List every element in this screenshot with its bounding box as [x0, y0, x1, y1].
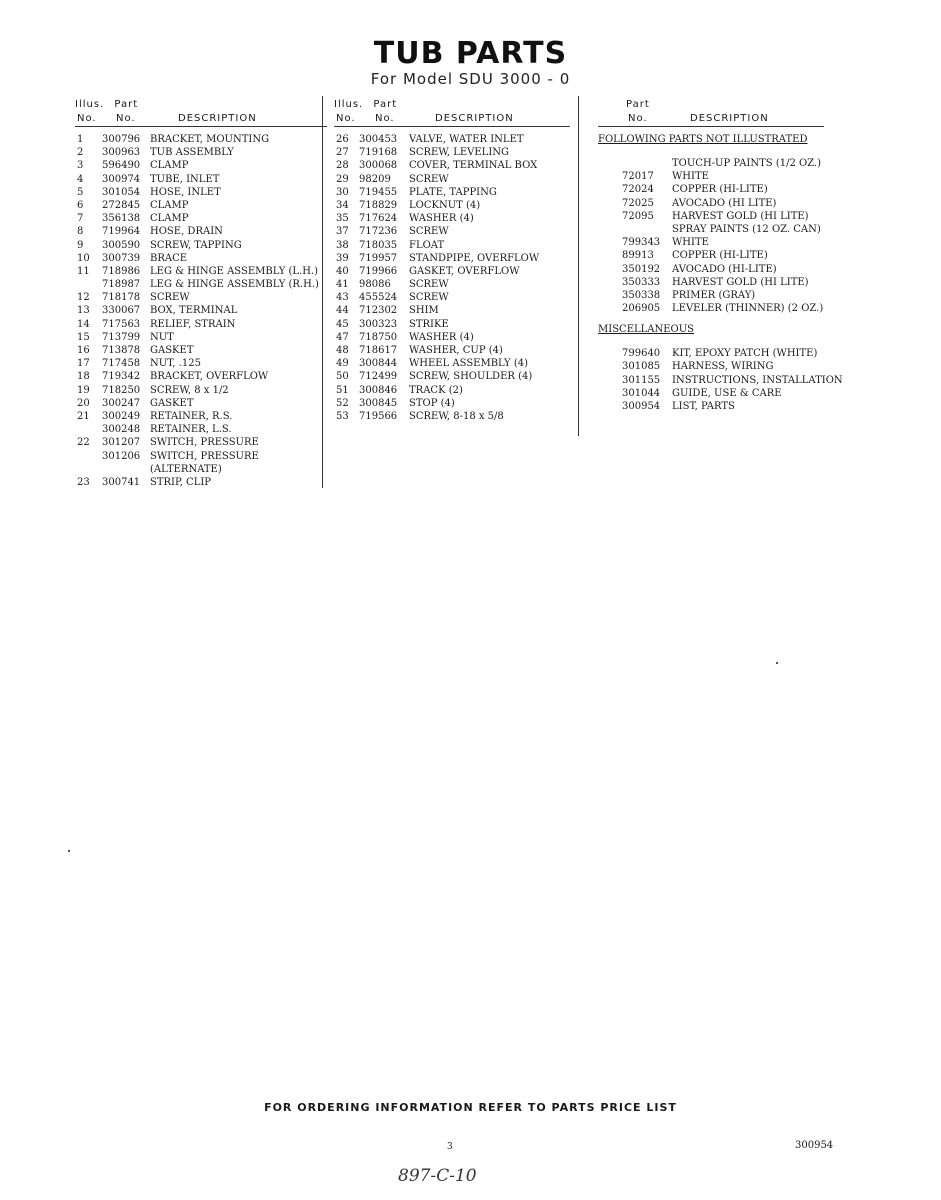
part-description: BRACKET, MOUNTING — [150, 134, 270, 145]
part-description: GUIDE, USE & CARE — [672, 387, 782, 399]
header-description: DESCRIPTION — [690, 113, 769, 124]
part-number: 718987 — [102, 279, 141, 291]
part-number: 300249 — [102, 410, 141, 422]
part-description: HARVEST GOLD (HI LITE) — [672, 276, 809, 288]
part-number: 300844 — [359, 358, 398, 370]
part-description: LOCKNUT (4) — [409, 199, 481, 211]
parts-row — [598, 387, 848, 400]
parts-row — [334, 159, 570, 172]
part-number: 301207 — [102, 437, 141, 449]
parts-row — [598, 347, 848, 360]
column-divider — [578, 96, 579, 436]
parts-row — [75, 331, 327, 344]
parts-row — [75, 225, 327, 238]
part-description: HOSE, DRAIN — [150, 226, 223, 238]
illus-number: 34 — [336, 199, 349, 211]
illus-number: 9 — [77, 239, 84, 251]
parts-row — [598, 236, 848, 249]
not-illustrated-rows — [598, 157, 848, 315]
part-number: 717458 — [102, 358, 141, 370]
header-no: No. — [77, 113, 97, 124]
part-description: WHITE — [672, 237, 709, 249]
parts-row — [75, 476, 327, 489]
parts-row — [334, 212, 570, 225]
part-description: WHEEL ASSEMBLY (4) — [409, 358, 528, 370]
parts-row — [75, 304, 327, 317]
part-number: 300739 — [102, 252, 141, 264]
part-number: 717236 — [359, 226, 398, 238]
parts-row — [75, 423, 327, 436]
parts-row — [75, 463, 327, 476]
part-description: TUBE, INLET — [150, 173, 220, 185]
ordering-footer: FOR ORDERING INFORMATION REFER TO PARTS PRICE LIST — [264, 1101, 677, 1114]
illus-number: 26 — [336, 134, 349, 145]
illus-number: 16 — [77, 345, 90, 356]
parts-row — [334, 357, 570, 370]
header-part: Part — [114, 99, 139, 110]
part-number: 596490 — [102, 160, 141, 172]
part-number: 272845 — [102, 199, 141, 211]
part-number: 718750 — [359, 331, 398, 343]
part-description: STANDPIPE, OVERFLOW — [409, 252, 540, 264]
parts-row — [598, 374, 848, 387]
header-no: No. — [116, 113, 136, 124]
part-description: PLATE, TAPPING — [409, 186, 497, 198]
part-number: 719342 — [102, 371, 141, 383]
part-number: 718178 — [102, 292, 141, 304]
illus-number: 6 — [77, 199, 84, 211]
part-description: LEG & HINGE ASSEMBLY (R.H.) — [150, 279, 319, 291]
part-description: GASKET — [150, 345, 194, 356]
illus-number: 2 — [77, 147, 84, 159]
illus-number: 10 — [77, 252, 90, 264]
table-header-bottom — [334, 112, 570, 127]
part-number: 719957 — [359, 252, 398, 264]
part-number: 301085 — [622, 361, 661, 373]
part-number: 713878 — [102, 345, 141, 356]
part-number: 713799 — [102, 331, 141, 343]
parts-row — [598, 400, 848, 413]
parts-row — [334, 384, 570, 397]
parts-row — [598, 263, 848, 276]
illus-number: 15 — [77, 331, 90, 343]
parts-row — [334, 304, 570, 317]
illus-number: 3 — [77, 160, 84, 172]
part-number: 719168 — [359, 147, 398, 159]
part-number: 300248 — [102, 424, 141, 436]
illus-number: 35 — [336, 213, 349, 225]
header-part: Part — [626, 99, 650, 110]
middle-parts-table — [334, 98, 570, 423]
part-description: SCREW, SHOULDER (4) — [409, 371, 533, 383]
section-not-illustrated: FOLLOWING PARTS NOT ILLUSTRATED — [598, 134, 808, 145]
part-description: NUT — [150, 331, 174, 343]
table-header-top — [598, 98, 848, 112]
part-description: WHITE — [672, 171, 709, 183]
parts-row — [334, 199, 570, 212]
left-rows — [75, 133, 327, 489]
parts-row — [75, 212, 327, 225]
page-number: 3 — [447, 1142, 453, 1152]
part-number: 717563 — [102, 318, 141, 330]
parts-row — [598, 197, 848, 210]
parts-row — [75, 278, 327, 291]
illus-number: 22 — [77, 437, 90, 449]
part-description: SCREW, 8 x 1/2 — [150, 384, 229, 396]
part-number: 712499 — [359, 371, 398, 383]
header-description: DESCRIPTION — [178, 113, 257, 124]
middle-rows — [334, 133, 570, 423]
part-description: STRIKE — [409, 318, 449, 330]
part-number: 72024 — [622, 184, 654, 196]
parts-row — [75, 291, 327, 304]
part-number: 350338 — [622, 289, 661, 301]
part-number: 300590 — [102, 239, 141, 251]
part-number: 718829 — [359, 199, 398, 211]
parts-row — [334, 225, 570, 238]
part-description: GASKET — [150, 397, 194, 409]
part-description: SCREW — [409, 226, 449, 238]
part-number: 719566 — [359, 410, 398, 422]
illus-number: 38 — [336, 239, 349, 251]
part-description: GASKET, OVERFLOW — [409, 265, 520, 277]
part-number: 98086 — [359, 279, 391, 291]
part-number: 300068 — [359, 160, 398, 172]
part-description: WASHER (4) — [409, 213, 474, 225]
part-description: INSTRUCTIONS, INSTALLATION — [672, 374, 843, 386]
part-number: 712302 — [359, 305, 398, 317]
part-number: 330067 — [102, 305, 141, 317]
parts-row — [75, 159, 327, 172]
page-title: TUB PARTS — [373, 36, 568, 71]
illus-number: 43 — [336, 292, 349, 304]
part-number: 799640 — [622, 348, 661, 360]
section-miscellaneous: MISCELLANEOUS — [598, 324, 695, 336]
illus-number: 8 — [77, 226, 84, 238]
parts-row — [75, 252, 327, 265]
parts-row — [75, 436, 327, 449]
parts-row — [334, 370, 570, 383]
part-number: 72095 — [622, 210, 654, 222]
part-number: 72025 — [622, 197, 654, 209]
parts-row — [75, 384, 327, 397]
parts-row — [75, 146, 327, 159]
part-number: 718250 — [102, 384, 141, 396]
part-description: CLAMP — [150, 213, 189, 225]
parts-row — [334, 265, 570, 278]
part-description: BRACKET, OVERFLOW — [150, 371, 269, 383]
parts-row — [598, 223, 848, 236]
parts-row — [334, 252, 570, 265]
part-number: 89913 — [622, 250, 654, 262]
illus-number: 13 — [77, 305, 90, 317]
header-description: DESCRIPTION — [435, 113, 514, 124]
part-description: AVOCADO (HI LITE) — [672, 197, 777, 209]
part-description: SHIM — [409, 305, 439, 317]
part-number: 300963 — [102, 147, 141, 159]
parts-row — [75, 239, 327, 252]
handwritten-note: 897-C-10 — [398, 1166, 477, 1186]
parts-row — [75, 318, 327, 331]
part-description: SCREW — [409, 173, 449, 185]
illus-number: 5 — [77, 186, 84, 198]
illus-number: 41 — [336, 279, 349, 291]
part-number: 300954 — [622, 401, 661, 412]
parts-row — [75, 397, 327, 410]
parts-row — [75, 186, 327, 199]
header-illus: Illus. — [75, 99, 105, 110]
illus-number: 14 — [77, 318, 90, 330]
illus-number: 12 — [77, 292, 90, 304]
parts-row — [75, 173, 327, 186]
part-description: AVOCADO (HI-LITE) — [672, 263, 777, 275]
illus-number: 4 — [77, 173, 84, 185]
parts-row — [334, 173, 570, 186]
illus-number: 47 — [336, 331, 349, 343]
illus-number: 20 — [77, 397, 90, 409]
part-description: CLAMP — [150, 160, 189, 172]
part-number: 356138 — [102, 213, 141, 225]
illus-number: 28 — [336, 160, 349, 172]
illus-number: 45 — [336, 318, 349, 330]
table-header-bottom — [598, 112, 824, 127]
part-description: SWITCH, PRESSURE — [150, 450, 259, 462]
part-description: WASHER, CUP (4) — [409, 345, 503, 356]
parts-row — [334, 344, 570, 357]
parts-row — [334, 410, 570, 423]
part-number: 719455 — [359, 186, 398, 198]
page-subtitle: For Model SDU 3000 - 0 — [370, 70, 571, 88]
part-description: LIST, PARTS — [672, 401, 735, 412]
part-number: 98209 — [359, 173, 391, 185]
parts-row — [334, 186, 570, 199]
parts-row — [598, 157, 848, 170]
part-number: 301044 — [622, 387, 661, 399]
part-number: 206905 — [622, 303, 661, 315]
part-description: (ALTERNATE) — [150, 463, 222, 475]
part-number: 300974 — [102, 173, 141, 185]
header-illus: Illus. — [334, 99, 364, 110]
illus-number: 52 — [336, 397, 349, 409]
part-description: BRACE — [150, 252, 188, 264]
parts-row — [334, 133, 570, 146]
part-description: TUB ASSEMBLY — [150, 147, 234, 159]
illus-number: 49 — [336, 358, 349, 370]
part-number: 455524 — [359, 292, 398, 304]
part-description: TRACK (2) — [409, 384, 463, 396]
part-description: SCREW — [409, 292, 449, 304]
illus-number: 17 — [77, 358, 90, 370]
illus-number: 30 — [336, 186, 349, 198]
parts-row — [598, 289, 848, 302]
illus-number: 53 — [336, 410, 349, 422]
table-header-top — [334, 98, 570, 112]
part-description: SCREW, 8-18 x 5/8 — [409, 410, 504, 422]
parts-row — [334, 318, 570, 331]
illus-number: 50 — [336, 371, 349, 383]
part-description: SCREW — [409, 279, 449, 291]
scan-speck — [68, 850, 70, 852]
parts-row — [75, 199, 327, 212]
part-number: 719964 — [102, 226, 141, 238]
parts-row — [334, 291, 570, 304]
column-divider — [322, 96, 323, 488]
part-description: LEVELER (THINNER) (2 OZ.) — [672, 303, 824, 315]
header-no: No. — [628, 113, 648, 124]
part-description: BOX, TERMINAL — [150, 305, 238, 317]
parts-row — [75, 265, 327, 278]
header-part: Part — [373, 99, 398, 110]
part-description: HARNESS, WIRING — [672, 361, 774, 373]
part-number: 301206 — [102, 450, 141, 462]
left-parts-table — [75, 98, 327, 489]
parts-row — [598, 360, 848, 373]
illus-number: 11 — [77, 265, 90, 277]
illus-number: 1 — [77, 134, 84, 145]
part-description: STRIP, CLIP — [150, 476, 212, 488]
part-number: 300453 — [359, 134, 398, 145]
part-description: KIT, EPOXY PATCH (WHITE) — [672, 348, 818, 360]
illus-number: 39 — [336, 252, 349, 264]
parts-row — [334, 397, 570, 410]
parts-row — [75, 450, 327, 463]
part-description: SCREW, LEVELING — [409, 147, 510, 159]
part-number: 718035 — [359, 239, 398, 251]
part-description: LEG & HINGE ASSEMBLY (L.H.) — [150, 265, 319, 277]
illus-number: 29 — [336, 173, 349, 185]
part-description: WASHER (4) — [409, 331, 474, 343]
part-description: RELIEF, STRAIN — [150, 318, 236, 330]
part-description: VALVE, WATER INLET — [409, 134, 524, 145]
parts-row — [334, 239, 570, 252]
parts-row — [598, 302, 848, 315]
part-description: CLAMP — [150, 199, 189, 211]
part-number: 719966 — [359, 265, 398, 277]
parts-row — [334, 278, 570, 291]
part-number: 300845 — [359, 397, 398, 409]
scan-speck — [776, 662, 778, 664]
parts-row — [75, 357, 327, 370]
illus-number: 27 — [336, 147, 349, 159]
part-description: RETAINER, R.S. — [150, 410, 233, 422]
right-parts-table — [598, 98, 848, 413]
part-number: 799343 — [622, 237, 661, 249]
parts-row — [75, 370, 327, 383]
part-description: NUT, .125 — [150, 358, 202, 370]
parts-row — [598, 170, 848, 183]
illus-number: 7 — [77, 213, 84, 225]
parts-row — [598, 276, 848, 289]
parts-row — [75, 133, 327, 146]
part-description: COPPER (HI-LITE) — [672, 250, 768, 262]
part-description: SCREW — [150, 292, 190, 304]
parts-row — [598, 249, 848, 262]
parts-row — [598, 210, 848, 223]
parts-row — [598, 183, 848, 196]
part-number: 300796 — [102, 134, 141, 145]
part-description: TOUCH-UP PAINTS (1/2 OZ.) — [672, 158, 822, 169]
part-description: COPPER (HI-LITE) — [672, 184, 768, 196]
parts-row — [75, 344, 327, 357]
parts-row — [334, 331, 570, 344]
part-description: SWITCH, PRESSURE — [150, 437, 259, 449]
illus-number: 40 — [336, 265, 349, 277]
table-header-bottom — [75, 112, 327, 127]
part-number: 300846 — [359, 384, 398, 396]
part-description: FLOAT — [409, 239, 445, 251]
part-number: 300741 — [102, 476, 141, 488]
part-number: 718986 — [102, 265, 141, 277]
part-description: HARVEST GOLD (HI LITE) — [672, 210, 809, 222]
part-description: RETAINER, L.S. — [150, 424, 232, 436]
part-number: 301155 — [622, 374, 661, 386]
miscellaneous-rows — [598, 347, 848, 413]
illus-number: 18 — [77, 371, 90, 383]
table-header-top — [75, 98, 327, 112]
part-number: 72017 — [622, 171, 654, 183]
part-description: STOP (4) — [409, 397, 455, 409]
illus-number: 21 — [77, 410, 90, 422]
header-no: No. — [375, 113, 395, 124]
illus-number: 51 — [336, 384, 349, 396]
part-number: 717624 — [359, 213, 398, 225]
parts-row — [75, 410, 327, 423]
part-description: SPRAY PAINTS (12 OZ. CAN) — [672, 223, 821, 235]
part-number: 300323 — [359, 318, 398, 330]
part-number: 718617 — [359, 345, 398, 356]
part-number: 301054 — [102, 186, 141, 198]
part-number: 300247 — [102, 397, 141, 409]
illus-number: 48 — [336, 345, 349, 356]
header-no: No. — [336, 113, 356, 124]
illus-number: 19 — [77, 384, 90, 396]
illus-number: 23 — [77, 476, 90, 488]
document-number: 300954 — [795, 1140, 834, 1151]
part-description: HOSE, INLET — [150, 186, 221, 198]
illus-number: 37 — [336, 226, 349, 238]
part-description: SCREW, TAPPING — [150, 239, 242, 251]
part-number: 350333 — [622, 276, 661, 288]
part-number: 350192 — [622, 263, 661, 275]
part-description: PRIMER (GRAY) — [672, 289, 756, 301]
parts-row — [334, 146, 570, 159]
part-description: COVER, TERMINAL BOX — [409, 160, 538, 172]
illus-number: 44 — [336, 305, 349, 317]
